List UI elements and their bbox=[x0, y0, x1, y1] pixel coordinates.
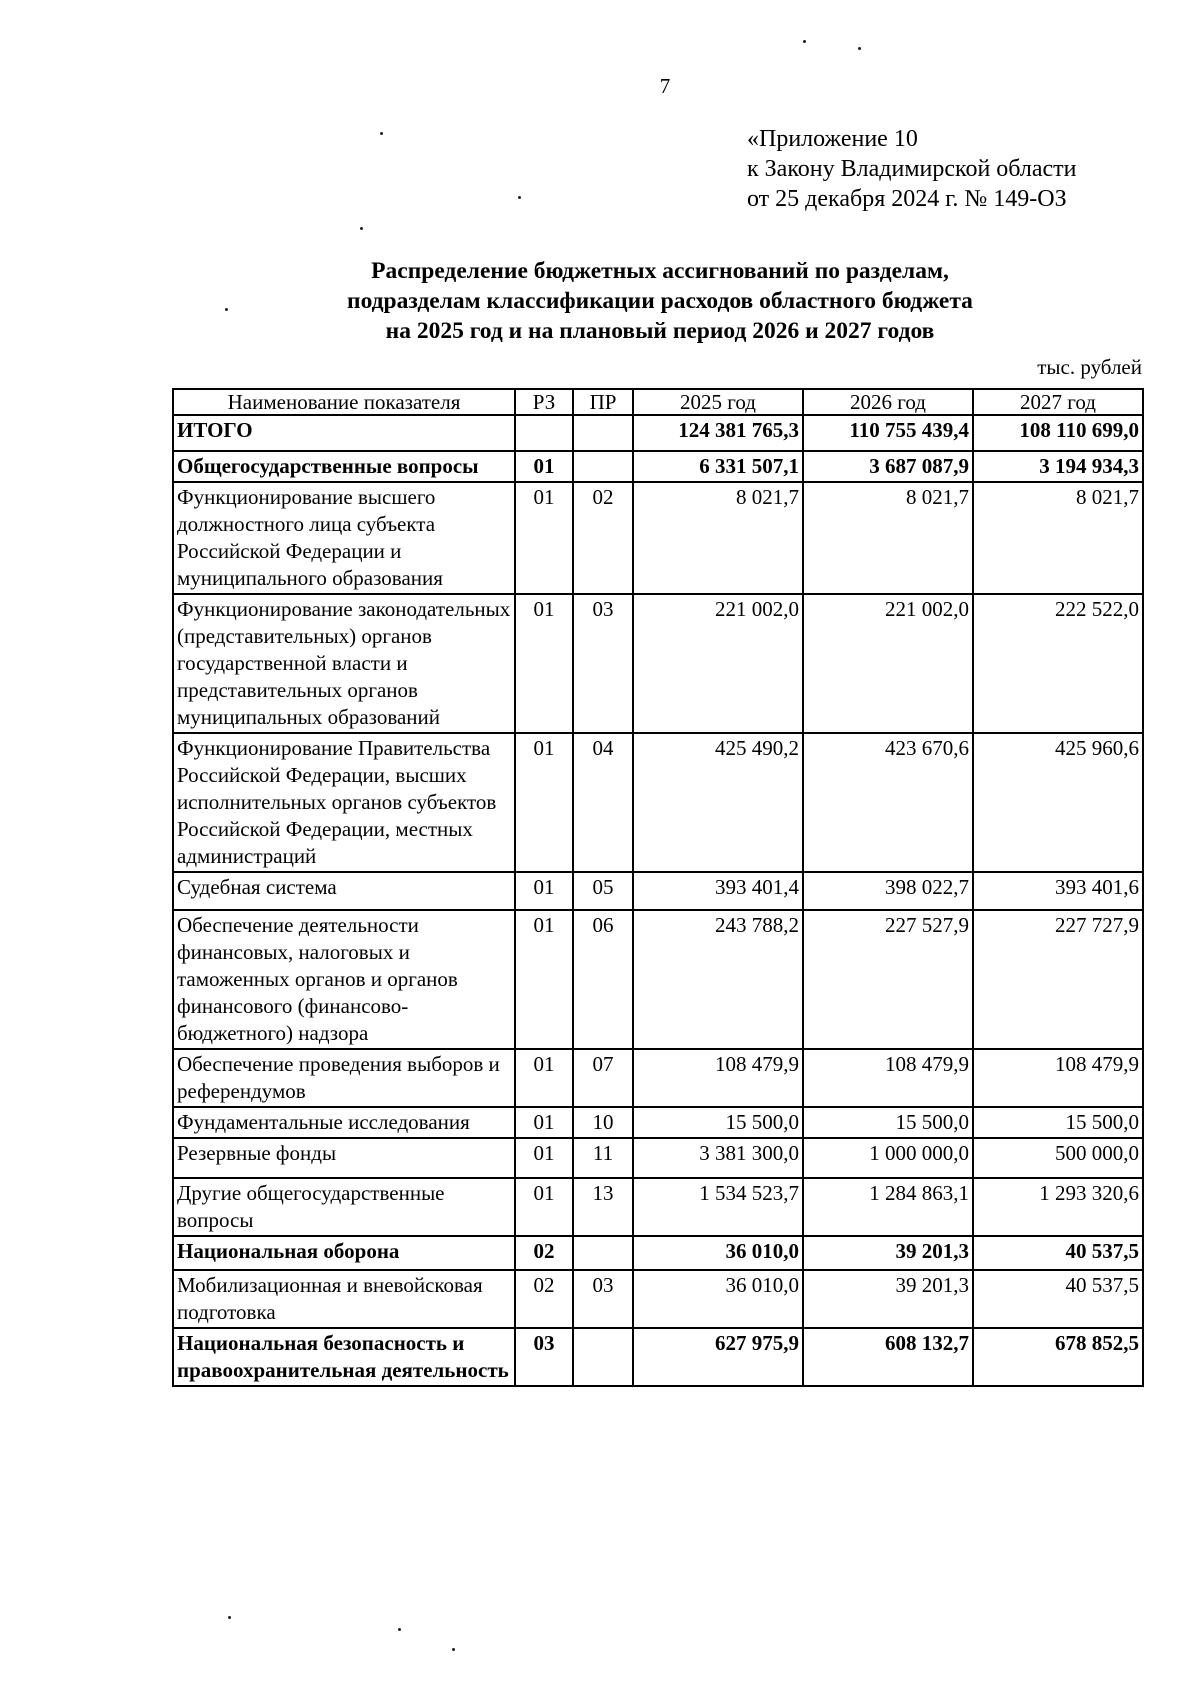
table-row bbox=[173, 910, 1143, 1049]
row-2026: 3 687 087,9 bbox=[803, 451, 973, 482]
row-pr: 05 bbox=[573, 872, 633, 910]
row-2027: 678 852,5 bbox=[973, 1328, 1143, 1386]
title-line-2: подразделам классификации расходов областного бюджета bbox=[347, 288, 973, 314]
row-pr bbox=[573, 451, 633, 482]
row-rz: 01 bbox=[515, 1107, 573, 1138]
row-rz: 01 bbox=[515, 451, 573, 482]
row-2026: 1 000 000,0 bbox=[803, 1138, 973, 1178]
row-name: Судебная система bbox=[173, 872, 515, 910]
table-row-section bbox=[173, 1236, 1143, 1270]
row-2027: 3 194 934,3 bbox=[973, 451, 1143, 482]
row-name: Фундаментальные исследования bbox=[173, 1107, 515, 1138]
row-2027: 40 537,5 bbox=[973, 1270, 1143, 1328]
row-2026: 423 670,6 bbox=[803, 733, 973, 872]
row-rz: 01 bbox=[515, 1049, 573, 1107]
row-2026: 398 022,7 bbox=[803, 872, 973, 910]
row-name: Национальная оборона bbox=[173, 1236, 515, 1270]
scan-speck bbox=[803, 40, 806, 43]
row-2027: 500 000,0 bbox=[973, 1138, 1143, 1178]
row-2026: 227 527,9 bbox=[803, 910, 973, 1049]
row-pr bbox=[573, 1236, 633, 1270]
units-label: тыс. рублей bbox=[1037, 355, 1142, 379]
row-rz: 03 bbox=[515, 1328, 573, 1386]
row-2025: 393 401,4 bbox=[633, 872, 803, 910]
row-rz bbox=[515, 415, 573, 451]
table-row bbox=[173, 594, 1143, 733]
appendix-line-2: к Закону Владимирской области bbox=[747, 156, 1077, 182]
row-2027: 108 479,9 bbox=[973, 1049, 1143, 1107]
row-rz: 01 bbox=[515, 1138, 573, 1178]
row-2027: 227 727,9 bbox=[973, 910, 1143, 1049]
appendix-line-1: «Приложение 10 bbox=[747, 126, 918, 152]
row-rz: 01 bbox=[515, 733, 573, 872]
row-2027: 222 522,0 bbox=[973, 594, 1143, 733]
row-2025: 243 788,2 bbox=[633, 910, 803, 1049]
table-header-row bbox=[173, 389, 1143, 415]
row-2025: 221 002,0 bbox=[633, 594, 803, 733]
row-2025: 6 331 507,1 bbox=[633, 451, 803, 482]
header-2026: 2026 год bbox=[803, 389, 973, 415]
table-row-total bbox=[173, 415, 1143, 451]
row-name: Национальная безопасность и правоохранительная деятельность bbox=[173, 1328, 515, 1386]
table-row bbox=[173, 1270, 1143, 1328]
row-name: Обеспечение проведения выборов и референдумов bbox=[173, 1049, 515, 1107]
row-pr: 07 bbox=[573, 1049, 633, 1107]
row-pr bbox=[573, 415, 633, 451]
header-pr: ПР bbox=[573, 389, 633, 415]
scan-speck bbox=[360, 227, 363, 230]
row-2026: 608 132,7 bbox=[803, 1328, 973, 1386]
row-rz: 01 bbox=[515, 872, 573, 910]
row-rz: 02 bbox=[515, 1236, 573, 1270]
row-2027: 8 021,7 bbox=[973, 482, 1143, 594]
row-2026: 39 201,3 bbox=[803, 1270, 973, 1328]
row-2026: 15 500,0 bbox=[803, 1107, 973, 1138]
table-row bbox=[173, 872, 1143, 910]
header-name: Наименование показателя bbox=[173, 389, 515, 415]
row-2026: 39 201,3 bbox=[803, 1236, 973, 1270]
row-2026: 110 755 439,4 bbox=[803, 415, 973, 451]
row-2025: 36 010,0 bbox=[633, 1236, 803, 1270]
row-name: Функционирование Правительства Российской Федерации, высших исполнительных органов субъектов Российской Федерации, местных администраций bbox=[173, 733, 515, 872]
row-pr: 13 bbox=[573, 1178, 633, 1236]
row-2025: 3 381 300,0 bbox=[633, 1138, 803, 1178]
table-row bbox=[173, 1107, 1143, 1138]
scan-speck bbox=[452, 1648, 455, 1651]
row-pr: 02 bbox=[573, 482, 633, 594]
row-2025: 15 500,0 bbox=[633, 1107, 803, 1138]
table-row bbox=[173, 482, 1143, 594]
row-pr: 10 bbox=[573, 1107, 633, 1138]
table-row bbox=[173, 1049, 1143, 1107]
row-pr bbox=[573, 1328, 633, 1386]
table-row bbox=[173, 1138, 1143, 1178]
row-rz: 01 bbox=[515, 482, 573, 594]
row-2025: 8 021,7 bbox=[633, 482, 803, 594]
row-2026: 1 284 863,1 bbox=[803, 1178, 973, 1236]
row-pr: 03 bbox=[573, 594, 633, 733]
row-name: ИТОГО bbox=[173, 415, 515, 451]
row-2027: 108 110 699,0 bbox=[973, 415, 1143, 451]
table-row-section bbox=[173, 1328, 1143, 1386]
budget-table bbox=[172, 388, 1144, 1387]
row-pr: 04 bbox=[573, 733, 633, 872]
row-rz: 01 bbox=[515, 910, 573, 1049]
row-2026: 8 021,7 bbox=[803, 482, 973, 594]
header-2027: 2027 год bbox=[973, 389, 1143, 415]
row-pr: 06 bbox=[573, 910, 633, 1049]
row-2025: 108 479,9 bbox=[633, 1049, 803, 1107]
row-pr: 11 bbox=[573, 1138, 633, 1178]
row-rz: 01 bbox=[515, 1178, 573, 1236]
row-2025: 627 975,9 bbox=[633, 1328, 803, 1386]
scan-speck bbox=[858, 47, 861, 50]
document-title bbox=[200, 256, 1120, 346]
title-line-1: Распределение бюджетных ассигнований по разделам, bbox=[371, 258, 949, 284]
scan-speck bbox=[518, 196, 521, 199]
appendix-reference bbox=[747, 124, 1077, 214]
row-2025: 1 534 523,7 bbox=[633, 1178, 803, 1236]
row-name: Общегосударственные вопросы bbox=[173, 451, 515, 482]
row-2027: 393 401,6 bbox=[973, 872, 1143, 910]
row-2026: 221 002,0 bbox=[803, 594, 973, 733]
table-row bbox=[173, 733, 1143, 872]
row-pr: 03 bbox=[573, 1270, 633, 1328]
header-rz: РЗ bbox=[515, 389, 573, 415]
scan-speck bbox=[225, 308, 228, 311]
row-name: Мобилизационная и вневойсковая подготовка bbox=[173, 1270, 515, 1328]
row-name: Резервные фонды bbox=[173, 1138, 515, 1178]
row-name: Функционирование высшего должностного лица субъекта Российской Федерации и муниципального образования bbox=[173, 482, 515, 594]
title-line-3: на 2025 год и на плановый период 2026 и 2027 годов bbox=[385, 318, 935, 344]
row-2027: 15 500,0 bbox=[973, 1107, 1143, 1138]
row-2025: 36 010,0 bbox=[633, 1270, 803, 1328]
row-2027: 1 293 320,6 bbox=[973, 1178, 1143, 1236]
row-2025: 124 381 765,3 bbox=[633, 415, 803, 451]
scan-speck bbox=[380, 132, 383, 135]
scan-speck bbox=[398, 1628, 401, 1631]
row-2026: 108 479,9 bbox=[803, 1049, 973, 1107]
row-name: Обеспечение деятельности финансовых, налоговых и таможенных органов и органов финансового (финансово-бюджетного) надзора bbox=[173, 910, 515, 1049]
row-2025: 425 490,2 bbox=[633, 733, 803, 872]
table-row-section bbox=[173, 451, 1143, 482]
row-2027: 425 960,6 bbox=[973, 733, 1143, 872]
row-rz: 02 bbox=[515, 1270, 573, 1328]
scan-speck bbox=[228, 1616, 231, 1619]
row-name: Другие общегосударственные вопросы bbox=[173, 1178, 515, 1236]
appendix-line-3: от 25 декабря 2024 г. № 149-ОЗ bbox=[747, 186, 1067, 212]
table-row bbox=[173, 1178, 1143, 1236]
row-rz: 01 bbox=[515, 594, 573, 733]
header-2025: 2025 год bbox=[633, 389, 803, 415]
row-2027: 40 537,5 bbox=[973, 1236, 1143, 1270]
row-name: Функционирование законодательных (представительных) органов государственной власти и представительных органов муниципальных образований bbox=[173, 594, 515, 733]
page-number: 7 bbox=[659, 74, 671, 98]
